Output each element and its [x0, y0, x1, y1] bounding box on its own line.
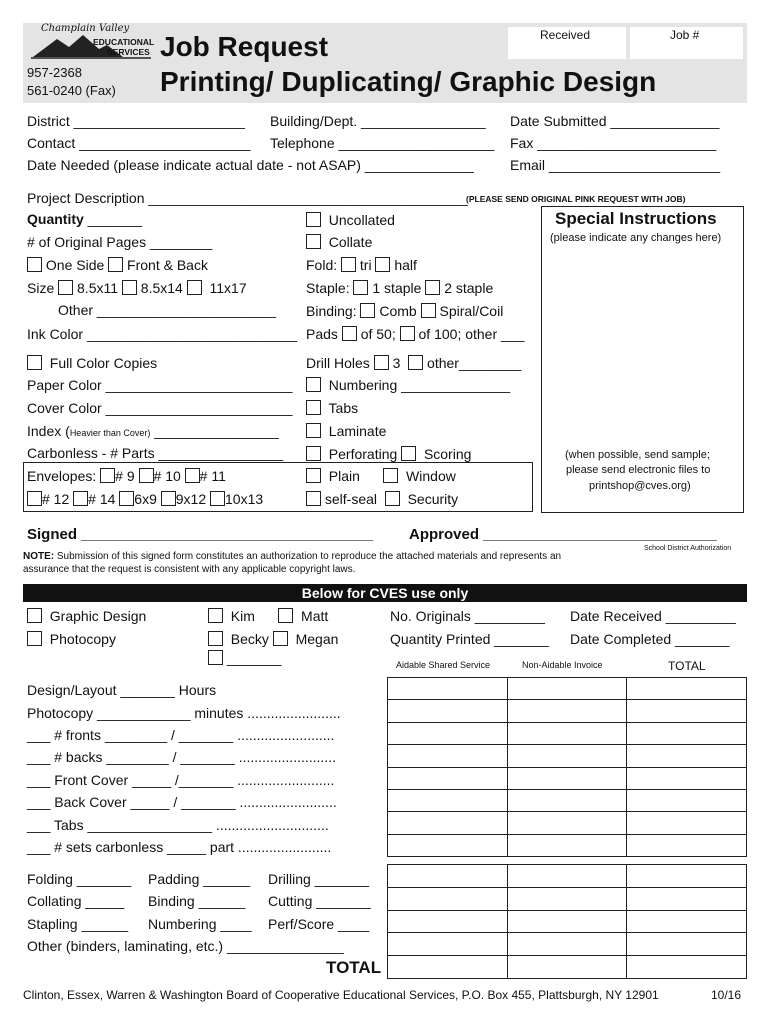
grid-cell[interactable]: [388, 789, 508, 811]
form-subtitle: Printing/ Duplicating/ Graphic Design: [160, 66, 657, 97]
date-needed-field[interactable]: Date Needed (please indicate actual date - not ASAP) ______________: [27, 157, 474, 173]
note-line-2: assurance that the request is consistent with any applicable copyright laws.: [23, 564, 356, 575]
grid-cell[interactable]: [507, 700, 627, 722]
cost-grid-lower: [387, 864, 747, 979]
pads-100-label: of 100; other ___: [418, 326, 525, 342]
grid-cell[interactable]: [627, 910, 747, 933]
size-8-5x11-label: 8.5x11: [77, 280, 119, 296]
drilling-field[interactable]: Drilling _______: [268, 871, 370, 887]
front-back-label: Front & Back: [127, 257, 208, 273]
photocopy-label: Photocopy: [49, 631, 116, 647]
staple-label: Staple:: [306, 280, 350, 296]
grid-cell[interactable]: [507, 789, 627, 811]
grid-cell[interactable]: [507, 745, 627, 767]
front-cover-field[interactable]: ___ Front Cover _____ /_______ .........................: [27, 772, 335, 788]
becky-checkbox[interactable]: [208, 631, 223, 646]
binding-row: [306, 303, 503, 319]
total-label: TOTAL: [326, 958, 382, 977]
building-field[interactable]: Building/Dept. ________________: [270, 113, 486, 129]
date-completed-field[interactable]: Date Completed _______: [570, 631, 730, 647]
envelope-6x9-label: 6x9: [134, 491, 157, 507]
grid-cell[interactable]: [388, 678, 508, 700]
plain-checkbox[interactable]: [306, 468, 321, 483]
sets-carbonless-field[interactable]: ___ # sets carbonless _____ part ........................: [27, 839, 332, 855]
index-note: Heavier than Cover): [69, 428, 151, 438]
numbering-field[interactable]: Numbering ____: [148, 916, 252, 932]
size-8-5x14-checkbox[interactable]: [122, 280, 137, 295]
special-instructions-sub: (please indicate any changes here): [550, 232, 722, 244]
envelope-10-label: # 10: [153, 468, 181, 484]
envelope-12-label: # 12: [42, 491, 70, 507]
pads-100-checkbox[interactable]: [400, 326, 415, 341]
becky-label: Becky: [230, 631, 269, 647]
table-row: [388, 722, 747, 744]
carbonless-field[interactable]: Carbonless - # Parts ________________: [27, 445, 284, 461]
grid-cell[interactable]: [388, 887, 508, 910]
grid-cell[interactable]: [627, 956, 747, 979]
grid-cell[interactable]: [507, 865, 627, 888]
perf-score-field[interactable]: Perf/Score ____: [268, 916, 370, 932]
telephone-field[interactable]: Telephone ____________________: [270, 135, 495, 151]
staple-row: [306, 280, 493, 296]
envelope-10x13-checkbox[interactable]: [210, 491, 225, 506]
collating-field[interactable]: Collating _____: [27, 893, 125, 909]
laminate-checkbox[interactable]: [306, 423, 321, 438]
staff-row3: [208, 650, 281, 666]
drill-3-label: 3: [392, 355, 401, 371]
fold-half-label: half: [394, 257, 417, 273]
col-non-aidable: Non-Aidable Invoice: [522, 660, 603, 670]
table-row: [388, 789, 747, 811]
matt-label: Matt: [301, 608, 329, 624]
graphic-design-row: [27, 608, 146, 624]
laminate-label: Laminate: [328, 423, 387, 439]
phone-number: 957-2368: [27, 65, 82, 80]
date-submitted-field[interactable]: Date Submitted ______________: [510, 113, 720, 129]
grid-cell[interactable]: [388, 910, 508, 933]
grid-cell[interactable]: [627, 745, 747, 767]
quantity-label: Quantity: [27, 211, 84, 227]
uncollated-label: Uncollated: [328, 212, 395, 228]
envelopes-row1: [27, 468, 226, 484]
revision-date: 10/16: [711, 988, 742, 1002]
sides-row: [27, 257, 208, 273]
staff-row1: [208, 608, 328, 624]
binding-field[interactable]: Binding ______: [148, 893, 246, 909]
selfseal-label: self-seal: [324, 491, 378, 507]
district-field[interactable]: District ______________________: [27, 113, 245, 129]
staple-2-label: 2 staple: [444, 280, 494, 296]
sample-note-1: (when possible, send sample;: [565, 449, 710, 461]
grid-cell[interactable]: [388, 812, 508, 834]
grid-cell[interactable]: [507, 767, 627, 789]
graphic-design-checkbox[interactable]: [27, 608, 42, 623]
staple-2-checkbox[interactable]: [425, 280, 440, 295]
full-color-label: Full Color Copies: [49, 355, 158, 371]
megan-checkbox[interactable]: [273, 631, 288, 646]
size-11x17-label: 11x17: [209, 280, 247, 296]
size-label: Size: [27, 280, 55, 296]
logo-line2: SERVICES: [107, 47, 150, 57]
collate-row: [306, 234, 372, 250]
school-auth-label: School District Authorization: [644, 545, 732, 552]
binding-label: Binding:: [306, 303, 357, 319]
project-description-field[interactable]: Project Description _________________________________________: [27, 190, 468, 206]
pads-label: Pads: [306, 326, 338, 342]
one-side-label: One Side: [45, 257, 105, 273]
cves-use-only-bar: Below for CVES use only: [23, 584, 747, 602]
logo-line1: EDUCATIONAL: [93, 37, 155, 47]
numbering-checkbox[interactable]: [306, 377, 321, 392]
window-label: Window: [406, 468, 456, 484]
size-row: [27, 280, 247, 296]
grid-cell[interactable]: [388, 745, 508, 767]
drill-other-label: other________: [427, 355, 522, 371]
window-checkbox[interactable]: [383, 468, 398, 483]
table-row: [388, 767, 747, 789]
fold-row: [306, 257, 417, 273]
special-instructions-title: Special Instructions: [555, 209, 717, 228]
back-cover-field[interactable]: ___ Back Cover _____ / _______ .........................: [27, 794, 337, 810]
photocopy-row: [27, 631, 116, 647]
col-aidable: Aidable Shared Service: [396, 660, 491, 670]
design-layout-field[interactable]: Design/Layout _______ Hours: [27, 682, 217, 698]
grid-cell[interactable]: [507, 910, 627, 933]
envelope-6x9-checkbox[interactable]: [119, 491, 134, 506]
grid-cell[interactable]: [627, 767, 747, 789]
signed-field[interactable]: Signed ___________________________________: [27, 526, 374, 543]
no-originals-field[interactable]: No. Originals _________: [390, 608, 545, 624]
uncollated-row: [306, 212, 395, 228]
grid-cell[interactable]: [388, 933, 508, 956]
grid-cell[interactable]: [507, 812, 627, 834]
matt-checkbox[interactable]: [278, 608, 293, 623]
grid-cell[interactable]: [627, 789, 747, 811]
pads-row: [306, 326, 524, 342]
other-size-field[interactable]: Other _______________________: [58, 302, 276, 318]
tabs-checkbox[interactable]: [306, 400, 321, 415]
folding-field[interactable]: Folding _______: [27, 871, 132, 887]
note-label: NOTE:: [23, 551, 55, 562]
fold-tri-label: tri: [359, 257, 372, 273]
grid-cell[interactable]: [507, 834, 627, 856]
front-back-checkbox[interactable]: [108, 257, 123, 272]
grid-cell[interactable]: [627, 834, 747, 856]
envelope-12-checkbox[interactable]: [27, 491, 42, 506]
col-total: TOTAL: [668, 659, 706, 673]
grid-cell[interactable]: [507, 887, 627, 910]
grid-cell[interactable]: [627, 887, 747, 910]
pads-50-checkbox[interactable]: [342, 326, 357, 341]
kim-checkbox[interactable]: [208, 608, 223, 623]
uncollated-checkbox[interactable]: [306, 212, 321, 227]
fax-field[interactable]: Fax _______________________: [510, 135, 717, 151]
approved-field[interactable]: Approved ____________________________: [409, 526, 717, 543]
staff-row2: [208, 631, 338, 647]
drill-label: Drill Holes: [306, 355, 370, 371]
envelope-9-label: # 9: [115, 468, 135, 484]
fold-half-checkbox[interactable]: [375, 257, 390, 272]
perf-row: [306, 446, 471, 462]
table-row: [388, 834, 747, 856]
fold-tri-checkbox[interactable]: [341, 257, 356, 272]
pads-50-label: of 50;: [360, 326, 396, 342]
stapling-field[interactable]: Stapling ______: [27, 916, 129, 932]
grid-cell[interactable]: [507, 722, 627, 744]
staple-1-checkbox[interactable]: [353, 280, 368, 295]
table-row: [388, 678, 747, 700]
job-number-label: Job #: [670, 28, 700, 42]
binding-comb-checkbox[interactable]: [360, 303, 375, 318]
photocopy-minutes-field[interactable]: Photocopy ____________ minutes ........................: [27, 705, 341, 721]
grid-cell[interactable]: [388, 700, 508, 722]
send-original-note: (PLEASE SEND ORIGINAL PINK REQUEST WITH JOB): [466, 194, 686, 204]
numbering-row: [306, 377, 510, 393]
envelope-10-checkbox[interactable]: [139, 468, 154, 483]
quantity-line: _______: [87, 211, 143, 227]
perforating-label: Perforating: [328, 446, 398, 462]
grid-cell[interactable]: [507, 678, 627, 700]
table-row: [388, 933, 747, 956]
note-line-1: [23, 551, 561, 562]
envelope-14-label: # 14: [88, 491, 116, 507]
other-staff-line: _______: [226, 650, 282, 666]
form-title: Job Request: [160, 31, 329, 62]
size-8-5x11-checkbox[interactable]: [58, 280, 73, 295]
grid-cell[interactable]: [627, 700, 747, 722]
quantity-printed-field[interactable]: Quantity Printed _______: [390, 631, 549, 647]
grid-cell[interactable]: [388, 834, 508, 856]
perforating-checkbox[interactable]: [306, 446, 321, 461]
drill-3-checkbox[interactable]: [374, 355, 389, 370]
envelope-11-label: # 11: [199, 468, 226, 484]
staple-1-label: 1 staple: [372, 280, 422, 296]
date-received-field[interactable]: Date Received _________: [570, 608, 736, 624]
table-row: [388, 910, 747, 933]
envelope-9x12-label: 9x12: [175, 491, 207, 507]
plain-label: Plain: [328, 468, 360, 484]
original-pages-field[interactable]: # of Original Pages ________: [27, 234, 213, 250]
fold-label: Fold:: [306, 257, 338, 273]
contact-field[interactable]: Contact ______________________: [27, 135, 251, 151]
email-field[interactable]: Email ______________________: [510, 157, 721, 173]
envelope-14-checkbox[interactable]: [73, 491, 88, 506]
printshop-email: printshop@cves.org): [589, 480, 691, 492]
fax-number: 561-0240 (Fax): [27, 83, 116, 98]
grid-cell[interactable]: [627, 678, 747, 700]
tabs-field[interactable]: ___ Tabs ________________ .............................: [27, 817, 329, 833]
table-row: [388, 865, 747, 888]
full-color-row: [27, 355, 157, 371]
numbering-label: Numbering ______________: [328, 377, 511, 393]
cves-logo: [27, 23, 155, 63]
other-staff-checkbox[interactable]: [208, 650, 223, 665]
padding-field[interactable]: Padding ______: [148, 871, 250, 887]
envelope-9-checkbox[interactable]: [100, 468, 115, 483]
selfseal-checkbox[interactable]: [306, 491, 321, 506]
collate-checkbox[interactable]: [306, 234, 321, 249]
drill-row: [306, 355, 521, 371]
index-line: ________________: [150, 423, 279, 439]
plain-row: [306, 468, 456, 484]
binding-comb-label: Comb: [379, 303, 417, 319]
logo-script: Champlain Valley: [41, 23, 130, 34]
index-field[interactable]: [27, 423, 279, 439]
grid-cell[interactable]: [627, 812, 747, 834]
fronts-field[interactable]: ___ # fronts ________ / _______ .........................: [27, 727, 335, 743]
quantity-field[interactable]: [27, 211, 142, 227]
paper-color-field[interactable]: Paper Color ________________________: [27, 377, 293, 393]
scoring-label: Scoring: [423, 446, 472, 462]
grid-cell[interactable]: [627, 865, 747, 888]
collate-label: Collate: [328, 234, 373, 250]
photocopy-checkbox[interactable]: [27, 631, 42, 646]
binding-spiral-label: Spiral/Coil: [439, 303, 504, 319]
table-row: [388, 887, 747, 910]
index-label: Index (: [27, 423, 70, 439]
grid-cell[interactable]: [388, 956, 508, 979]
received-label: Received: [540, 28, 591, 42]
tabs-label: Tabs: [328, 400, 359, 416]
ink-color-field[interactable]: Ink Color ___________________________: [27, 326, 298, 342]
envelopes-label: Envelopes:: [27, 468, 97, 484]
laminate-row: [306, 423, 386, 439]
security-label: Security: [407, 491, 459, 507]
table-row: [388, 700, 747, 722]
selfseal-row: [306, 491, 458, 507]
grid-cell[interactable]: [388, 722, 508, 744]
envelope-9x12-checkbox[interactable]: [161, 491, 176, 506]
size-8-5x14-label: 8.5x14: [140, 280, 183, 296]
scoring-checkbox[interactable]: [401, 446, 416, 461]
footer-address: Clinton, Essex, Warren & Washington Board of Cooperative Educational Services, P.O. Box 455, Plattsburgh, NY 12901: [23, 988, 659, 1002]
grid-cell[interactable]: [627, 933, 747, 956]
grid-cell[interactable]: [388, 865, 508, 888]
security-checkbox[interactable]: [385, 491, 400, 506]
megan-label: Megan: [295, 631, 339, 647]
drill-other-checkbox[interactable]: [408, 355, 423, 370]
table-row: [388, 745, 747, 767]
other-work-field[interactable]: Other (binders, laminating, etc.) _______________: [27, 938, 344, 954]
backs-field[interactable]: ___ # backs ________ / _______ .........................: [27, 749, 336, 765]
cutting-field[interactable]: Cutting _______: [268, 893, 371, 909]
table-row: [388, 812, 747, 834]
graphic-design-label: Graphic Design: [49, 608, 147, 624]
envelope-11-checkbox[interactable]: [185, 468, 200, 483]
one-side-checkbox[interactable]: [27, 257, 42, 272]
size-11x17-checkbox[interactable]: [187, 280, 202, 295]
kim-label: Kim: [230, 608, 255, 624]
envelopes-row2: [27, 491, 263, 507]
note-text-1: Submission of this signed form constitutes an authorization to reproduce the attached materials and represents an: [54, 551, 562, 562]
table-row: [388, 956, 747, 979]
cost-grid-upper: [387, 677, 747, 857]
grid-cell[interactable]: [388, 767, 508, 789]
grid-cell[interactable]: [507, 956, 627, 979]
grid-cell[interactable]: [627, 722, 747, 744]
cover-color-field[interactable]: Cover Color ________________________: [27, 400, 293, 416]
envelope-10x13-label: 10x13: [225, 491, 264, 507]
binding-spiral-checkbox[interactable]: [421, 303, 436, 318]
sample-note-2: please send electronic files to: [566, 464, 711, 476]
grid-cell[interactable]: [507, 933, 627, 956]
tabs-row: [306, 400, 358, 416]
full-color-checkbox[interactable]: [27, 355, 42, 370]
